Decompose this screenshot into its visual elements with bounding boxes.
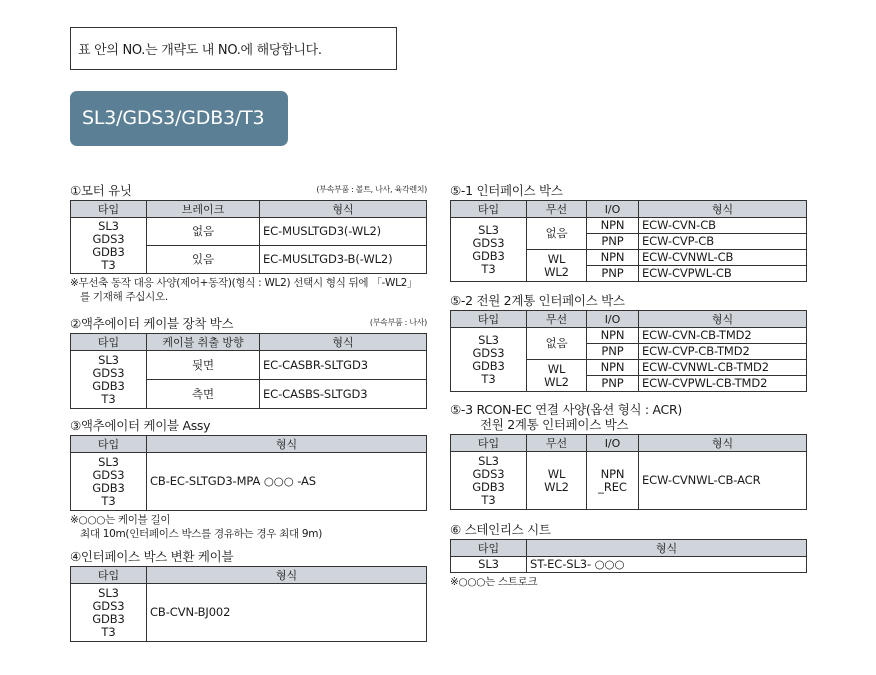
header-model: 형식 (639, 311, 807, 328)
note-box (70, 27, 397, 70)
if-cable-title-row (70, 547, 427, 566)
series-title-badge (70, 91, 288, 146)
model-cell: ECW-CVPWL-CB-TMD2 (639, 376, 807, 392)
if-cable-table (70, 566, 427, 642)
brake-cell: 있음 (147, 246, 260, 274)
series-title: SL3/GDS3/GDB3/T3 (82, 107, 265, 129)
model-cell: ECW-CVPWL-CB (639, 266, 807, 282)
header-io: I/O (587, 435, 639, 452)
header-io: I/O (587, 311, 639, 328)
type-cell: SL3 GDS3 GDB3 T3 (71, 218, 147, 274)
model-cell: EC-CASBR-SLTGD3 (260, 351, 427, 380)
header-wireless: 무선 (527, 201, 587, 218)
wireless-cell: WL WL2 (527, 360, 587, 392)
cable-box-table (70, 333, 427, 409)
cable-assy-title: ③액추에이터 케이블 Assy (70, 418, 211, 433)
io-cell: PNP (587, 266, 639, 282)
cable-assy-section (70, 416, 427, 541)
header-model: 형식 (147, 436, 427, 453)
if-box-dual-title: ⑤-2 전원 2계통 인터페이스 박스 (450, 293, 625, 308)
motor-unit-section (70, 181, 427, 304)
type-cell: SL3 GDS3 GDB3 T3 (451, 452, 527, 510)
motor-unit-title: ①모터 유닛 (70, 183, 132, 198)
header-type: 타입 (451, 540, 527, 557)
io-cell: NPN (587, 218, 639, 234)
motor-unit-footnote: ※무선축 동작 대응 사양(제어+동작)(형식 : WL2) 선택시 형식 뒤에 「-WL2」 를 기재해 주십시오. (70, 277, 418, 303)
type-cell: SL3 GDS3 GDB3 T3 (71, 453, 147, 511)
if-box-rcon-subtitle: 전원 2계통 인터페이스 박스 (480, 417, 629, 432)
model-cell: ECW-CVNWL-CB (639, 250, 807, 266)
direction-cell: 뒷면 (147, 351, 260, 380)
if-box-rcon-section (450, 402, 807, 510)
io-cell: NPN (587, 250, 639, 266)
stainless-sheet-footnote: ※○○○는 스트로크 (450, 576, 538, 588)
model-cell: ECW-CVP-CB (639, 234, 807, 250)
header-direction: 케이블 취출 방향 (147, 334, 260, 351)
stainless-sheet-title: ⑥ 스테인리스 시트 (450, 522, 551, 537)
header-type: 타입 (71, 334, 147, 351)
cable-box-accessories: (부속부품 : 나사) (369, 318, 427, 327)
header-type: 타입 (71, 436, 147, 453)
header-type: 타입 (451, 201, 527, 218)
header-io: I/O (587, 201, 639, 218)
io-cell: NPN (587, 328, 639, 344)
header-model: 형식 (147, 567, 427, 584)
model-cell: ECW-CVNWL-CB-ACR (639, 452, 807, 510)
io-cell: PNP (587, 234, 639, 250)
header-wireless: 무선 (527, 435, 587, 452)
header-wireless: 무선 (527, 311, 587, 328)
motor-unit-table (70, 200, 427, 274)
direction-cell: 측면 (147, 380, 260, 409)
header-type: 타입 (71, 567, 147, 584)
io-cell: PNP (587, 376, 639, 392)
type-cell: SL3 GDS3 GDB3 T3 (71, 584, 147, 642)
header-type: 타입 (451, 435, 527, 452)
if-box-table (450, 200, 807, 282)
model-cell: EC-CASBS-SLTGD3 (260, 380, 427, 409)
type-cell: SL3 (451, 557, 527, 573)
if-box-dual-title-row (450, 291, 807, 310)
if-cable-section (70, 547, 427, 642)
wireless-cell: WL WL2 (527, 250, 587, 282)
if-box-rcon-title-row (450, 402, 807, 432)
if-cable-title: ④인터페이스 박스 변환 케이블 (70, 549, 234, 564)
motor-unit-title-row (70, 181, 427, 200)
cable-assy-table (70, 435, 427, 511)
if-box-dual-table (450, 310, 807, 392)
model-cell: ECW-CVN-CB-TMD2 (639, 328, 807, 344)
motor-unit-accessories: (부속부품 : 볼트, 나사, 육각렌치) (316, 185, 427, 194)
header-model: 형식 (260, 201, 427, 218)
model-cell: ECW-CVNWL-CB-TMD2 (639, 360, 807, 376)
model-cell: ST-EC-SL3- ○○○ (527, 557, 807, 573)
stainless-sheet-section (450, 520, 807, 589)
note-text: 표 안의 NO.는 개략도 내 NO.에 해당합니다. (78, 43, 322, 58)
wireless-cell: 없음 (527, 328, 587, 360)
if-box-section (450, 181, 807, 282)
header-model: 형식 (639, 201, 807, 218)
io-cell: NPN (587, 360, 639, 376)
if-box-dual-section (450, 291, 807, 392)
if-box-rcon-title: ⑤-3 RCON-EC 연결 사양(옵션 형식 : ACR) (450, 402, 682, 417)
cable-box-title-row (70, 314, 427, 333)
header-brake: 브레이크 (147, 201, 260, 218)
stainless-sheet-table (450, 539, 807, 573)
model-cell: ECW-CVP-CB-TMD2 (639, 344, 807, 360)
if-box-title-row (450, 181, 807, 200)
header-type: 타입 (451, 311, 527, 328)
brake-cell: 없음 (147, 218, 260, 246)
header-model: 형식 (527, 540, 807, 557)
io-cell: PNP (587, 344, 639, 360)
header-model: 형식 (260, 334, 427, 351)
type-cell: SL3 GDS3 GDB3 T3 (71, 351, 147, 409)
type-cell: SL3 GDS3 GDB3 T3 (451, 328, 527, 392)
header-type: 타입 (71, 201, 147, 218)
stainless-sheet-title-row (450, 520, 807, 539)
wireless-cell: 없음 (527, 218, 587, 250)
if-box-rcon-table (450, 434, 807, 510)
cable-assy-title-row (70, 416, 427, 435)
type-cell: SL3 GDS3 GDB3 T3 (451, 218, 527, 282)
model-cell: CB-EC-SLTGD3-MPA ○○○ -AS (147, 453, 427, 511)
header-model: 형식 (639, 435, 807, 452)
io-cell: NPN _REC (587, 452, 639, 510)
if-box-title: ⑤-1 인터페이스 박스 (450, 183, 563, 198)
model-cell: EC-MUSLTGD3(-WL2) (260, 218, 427, 246)
model-cell: ECW-CVN-CB (639, 218, 807, 234)
model-cell: CB-CVN-BJ002 (147, 584, 427, 642)
cable-box-title: ②액추에이터 케이블 장착 박스 (70, 316, 234, 331)
cable-assy-footnote: ※○○○는 케이블 길이 최대 10m(인터페이스 박스를 경유하는 경우 최대 9m) (70, 514, 322, 540)
wireless-cell: WL WL2 (527, 452, 587, 510)
cable-box-section (70, 314, 427, 409)
model-cell: EC-MUSLTGD3-B(-WL2) (260, 246, 427, 274)
